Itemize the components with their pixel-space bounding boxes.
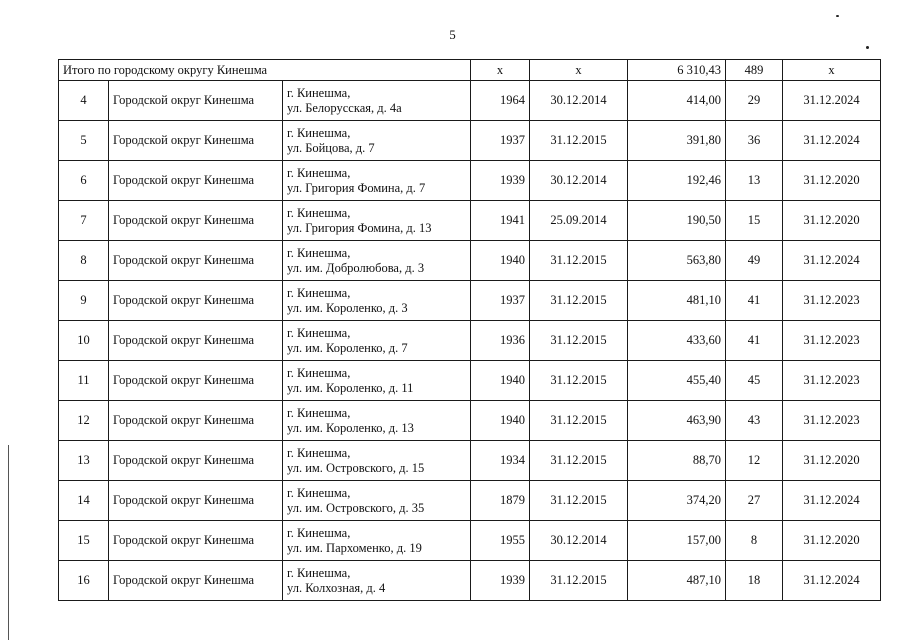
- recognition-date: 30.12.2014: [530, 81, 628, 121]
- resettlement-date: 31.12.2024: [783, 121, 881, 161]
- residents-count: 27: [726, 481, 783, 521]
- address-city: г. Кинешма,: [287, 325, 351, 340]
- build-year: 1941: [471, 201, 530, 241]
- build-year: 1940: [471, 361, 530, 401]
- municipality-name: Городской округ Кинешма: [109, 121, 283, 161]
- address-cell: [283, 561, 471, 601]
- recognition-date: 31.12.2015: [530, 281, 628, 321]
- address-city: г. Кинешма,: [287, 485, 351, 500]
- area-value: 414,00: [628, 81, 726, 121]
- row-number: 9: [59, 281, 109, 321]
- address-cell: [283, 121, 471, 161]
- build-year: 1940: [471, 241, 530, 281]
- address-city: г. Кинешма,: [287, 165, 351, 180]
- municipality-name: Городской округ Кинешма: [109, 321, 283, 361]
- build-year: 1937: [471, 121, 530, 161]
- address-cell: [283, 481, 471, 521]
- recognition-date: 31.12.2015: [530, 561, 628, 601]
- address-city: г. Кинешма,: [287, 125, 351, 140]
- address-city: г. Кинешма,: [287, 285, 351, 300]
- residents-count: 36: [726, 121, 783, 161]
- municipality-name: Городской округ Кинешма: [109, 401, 283, 441]
- address-cell: [283, 201, 471, 241]
- municipality-name: Городской округ Кинешма: [109, 281, 283, 321]
- build-year: 1879: [471, 481, 530, 521]
- total-count: 489: [726, 60, 783, 81]
- row-number: 11: [59, 361, 109, 401]
- address-cell: [283, 241, 471, 281]
- area-value: 157,00: [628, 521, 726, 561]
- municipality-name: Городской округ Кинешма: [109, 521, 283, 561]
- residents-count: 15: [726, 201, 783, 241]
- build-year: 1936: [471, 321, 530, 361]
- area-value: 433,60: [628, 321, 726, 361]
- address-cell: [283, 521, 471, 561]
- address-street: ул. Бойцова, д. 7: [287, 140, 375, 155]
- build-year: 1937: [471, 281, 530, 321]
- row-number: 16: [59, 561, 109, 601]
- address-city: г. Кинешма,: [287, 445, 351, 460]
- table-row: [59, 241, 881, 281]
- resettlement-date: 31.12.2024: [783, 561, 881, 601]
- address-street: ул. им. Короленко, д. 13: [287, 420, 414, 435]
- address-cell: [283, 401, 471, 441]
- resettlement-date: 31.12.2024: [783, 81, 881, 121]
- address-street: ул. Григория Фомина, д. 13: [287, 220, 432, 235]
- municipality-name: Городской округ Кинешма: [109, 241, 283, 281]
- address-street: ул. им. Островского, д. 35: [287, 500, 425, 515]
- table-row: [59, 561, 881, 601]
- municipality-name: Городской округ Кинешма: [109, 441, 283, 481]
- resettlement-date: 31.12.2020: [783, 521, 881, 561]
- address-city: г. Кинешма,: [287, 365, 351, 380]
- residents-count: 43: [726, 401, 783, 441]
- address-city: г. Кинешма,: [287, 85, 351, 100]
- address-street: ул. им. Пархоменко, д. 19: [287, 540, 422, 555]
- resettlement-date: 31.12.2020: [783, 161, 881, 201]
- scan-speck: [866, 46, 869, 49]
- resettlement-date: 31.12.2020: [783, 441, 881, 481]
- table-row: [59, 121, 881, 161]
- total-year: x: [471, 60, 530, 81]
- scan-edge-line: [8, 445, 9, 640]
- municipality-name: Городской округ Кинешма: [109, 361, 283, 401]
- recognition-date: 31.12.2015: [530, 121, 628, 161]
- resettlement-date: 31.12.2023: [783, 281, 881, 321]
- address-city: г. Кинешма,: [287, 565, 351, 580]
- recognition-date: 31.12.2015: [530, 241, 628, 281]
- row-number: 8: [59, 241, 109, 281]
- municipality-name: Городской округ Кинешма: [109, 561, 283, 601]
- residents-count: 12: [726, 441, 783, 481]
- recognition-date: 31.12.2015: [530, 401, 628, 441]
- area-value: 481,10: [628, 281, 726, 321]
- address-city: г. Кинешма,: [287, 205, 351, 220]
- resettlement-date: 31.12.2024: [783, 241, 881, 281]
- build-year: 1934: [471, 441, 530, 481]
- table-row: [59, 201, 881, 241]
- address-city: г. Кинешма,: [287, 405, 351, 420]
- row-number: 12: [59, 401, 109, 441]
- residents-count: 49: [726, 241, 783, 281]
- table-row: [59, 81, 881, 121]
- table-row: [59, 521, 881, 561]
- residents-count: 18: [726, 561, 783, 601]
- table-row: [59, 481, 881, 521]
- resettlement-date: 31.12.2024: [783, 481, 881, 521]
- municipality-name: Городской округ Кинешма: [109, 161, 283, 201]
- build-year: 1964: [471, 81, 530, 121]
- housing-registry-table: [58, 59, 881, 601]
- resettlement-date: 31.12.2023: [783, 321, 881, 361]
- address-street: ул. им. Короленко, д. 3: [287, 300, 408, 315]
- table-row: [59, 281, 881, 321]
- municipality-name: Городской округ Кинешма: [109, 81, 283, 121]
- scan-speck: [836, 15, 839, 17]
- area-value: 391,80: [628, 121, 726, 161]
- build-year: 1955: [471, 521, 530, 561]
- area-value: 487,10: [628, 561, 726, 601]
- row-number: 14: [59, 481, 109, 521]
- recognition-date: 30.12.2014: [530, 161, 628, 201]
- area-value: 563,80: [628, 241, 726, 281]
- build-year: 1940: [471, 401, 530, 441]
- row-number: 6: [59, 161, 109, 201]
- recognition-date: 30.12.2014: [530, 521, 628, 561]
- row-number: 15: [59, 521, 109, 561]
- residents-count: 45: [726, 361, 783, 401]
- total-row: [59, 60, 881, 81]
- recognition-date: 31.12.2015: [530, 361, 628, 401]
- address-city: г. Кинешма,: [287, 245, 351, 260]
- total-date: x: [530, 60, 628, 81]
- residents-count: 13: [726, 161, 783, 201]
- address-cell: [283, 361, 471, 401]
- address-street: ул. им. Добролюбова, д. 3: [287, 260, 425, 275]
- resettlement-date: 31.12.2020: [783, 201, 881, 241]
- address-cell: [283, 81, 471, 121]
- recognition-date: 31.12.2015: [530, 441, 628, 481]
- table-row: [59, 401, 881, 441]
- total-area: 6 310,43: [628, 60, 726, 81]
- recognition-date: 31.12.2015: [530, 481, 628, 521]
- area-value: 455,40: [628, 361, 726, 401]
- residents-count: 41: [726, 321, 783, 361]
- resettlement-date: 31.12.2023: [783, 401, 881, 441]
- address-cell: [283, 441, 471, 481]
- table-row: [59, 321, 881, 361]
- municipality-name: Городской округ Кинешма: [109, 481, 283, 521]
- area-value: 463,90: [628, 401, 726, 441]
- build-year: 1939: [471, 161, 530, 201]
- table-row: [59, 361, 881, 401]
- address-cell: [283, 281, 471, 321]
- residents-count: 8: [726, 521, 783, 561]
- build-year: 1939: [471, 561, 530, 601]
- total-label: Итого по городскому округу Кинешма: [59, 60, 471, 81]
- residents-count: 41: [726, 281, 783, 321]
- address-street: ул. Колхозная, д. 4: [287, 580, 386, 595]
- residents-count: 29: [726, 81, 783, 121]
- area-value: 88,70: [628, 441, 726, 481]
- address-street: ул. им. Островского, д. 15: [287, 460, 425, 475]
- row-number: 7: [59, 201, 109, 241]
- address-cell: [283, 161, 471, 201]
- row-number: 4: [59, 81, 109, 121]
- area-value: 192,46: [628, 161, 726, 201]
- total-due: x: [783, 60, 881, 81]
- address-city: г. Кинешма,: [287, 525, 351, 540]
- recognition-date: 25.09.2014: [530, 201, 628, 241]
- address-street: ул. им. Короленко, д. 11: [287, 380, 414, 395]
- table-row: [59, 441, 881, 481]
- row-number: 10: [59, 321, 109, 361]
- address-street: ул. Белорусская, д. 4а: [287, 100, 402, 115]
- address-cell: [283, 321, 471, 361]
- row-number: 13: [59, 441, 109, 481]
- resettlement-date: 31.12.2023: [783, 361, 881, 401]
- address-street: ул. им. Короленко, д. 7: [287, 340, 408, 355]
- municipality-name: Городской округ Кинешма: [109, 201, 283, 241]
- row-number: 5: [59, 121, 109, 161]
- page-number: 5: [449, 27, 456, 42]
- area-value: 374,20: [628, 481, 726, 521]
- address-street: ул. Григория Фомина, д. 7: [287, 180, 426, 195]
- table-row: [59, 161, 881, 201]
- area-value: 190,50: [628, 201, 726, 241]
- recognition-date: 31.12.2015: [530, 321, 628, 361]
